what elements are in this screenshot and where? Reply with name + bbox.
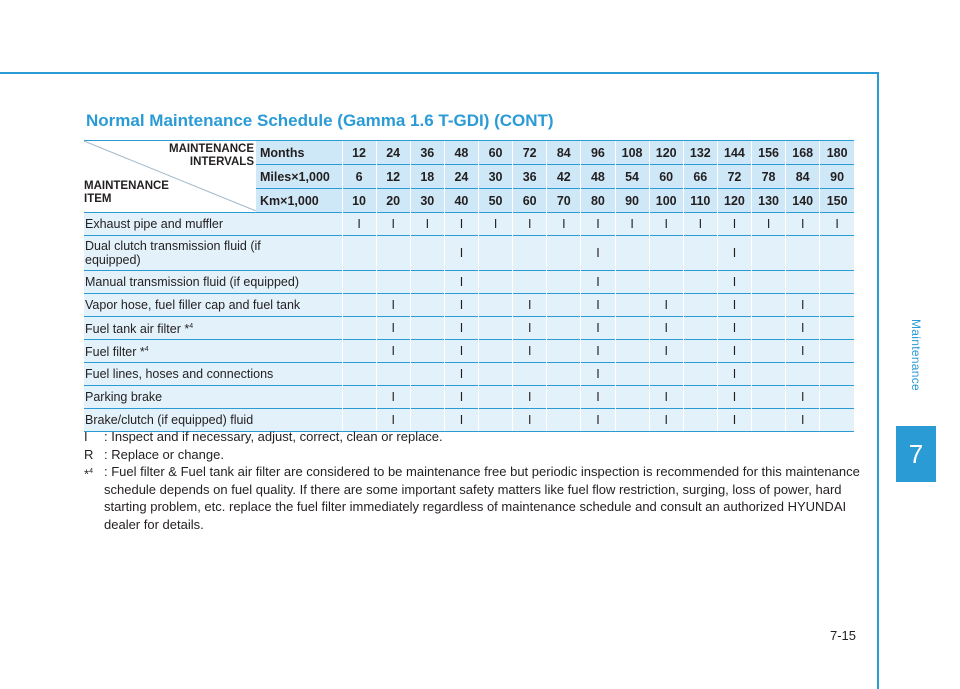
schedule-cell	[342, 363, 376, 386]
schedule-cell: I	[581, 409, 615, 432]
schedule-cell	[786, 271, 820, 294]
item-name-text: Fuel lines, hoses and connections	[85, 367, 274, 381]
schedule-cell: I	[410, 213, 444, 236]
schedule-cell	[752, 340, 786, 363]
interval-value: 60	[479, 141, 513, 165]
table-row	[84, 340, 854, 363]
schedule-cell	[752, 317, 786, 340]
interval-header-row	[84, 141, 854, 165]
table-row	[84, 294, 854, 317]
schedule-cell	[479, 236, 513, 271]
interval-value: 72	[513, 141, 547, 165]
maintenance-item-name	[84, 213, 342, 236]
schedule-cell: I	[581, 363, 615, 386]
schedule-cell	[547, 236, 581, 271]
schedule-cell: I	[786, 294, 820, 317]
interval-value: 66	[683, 165, 717, 189]
schedule-cell: I	[513, 409, 547, 432]
schedule-cell	[820, 271, 854, 294]
schedule-cell: I	[376, 317, 410, 340]
schedule-cell: I	[649, 317, 683, 340]
interval-value: 90	[820, 165, 854, 189]
schedule-cell: I	[649, 386, 683, 409]
interval-value: 12	[342, 141, 376, 165]
item-name-text: Exhaust pipe and muffler	[85, 217, 224, 231]
table-corner-cell	[84, 141, 256, 213]
footnote-marker: 4	[189, 322, 194, 330]
interval-unit-label: Months	[256, 141, 342, 165]
interval-value: 36	[513, 165, 547, 189]
corner-item-label: MAINTENANCE ITEM	[84, 180, 169, 205]
interval-value: 42	[547, 165, 581, 189]
schedule-cell	[342, 271, 376, 294]
schedule-cell	[479, 271, 513, 294]
schedule-cell	[820, 340, 854, 363]
schedule-cell	[615, 294, 649, 317]
schedule-cell: I	[683, 213, 717, 236]
schedule-cell: I	[649, 409, 683, 432]
schedule-cell	[683, 363, 717, 386]
maintenance-schedule-table	[84, 140, 854, 432]
schedule-cell: I	[649, 294, 683, 317]
schedule-cell	[615, 363, 649, 386]
item-name-text: Manual transmission fluid (if equipped)	[85, 275, 299, 289]
schedule-cell	[342, 386, 376, 409]
schedule-cell: I	[581, 236, 615, 271]
interval-value: 140	[786, 189, 820, 213]
note-key-symbol: *	[84, 466, 90, 482]
schedule-cell: I	[786, 317, 820, 340]
schedule-cell	[683, 294, 717, 317]
schedule-cell	[820, 294, 854, 317]
schedule-cell	[547, 340, 581, 363]
schedule-cell	[513, 271, 547, 294]
schedule-cell	[479, 294, 513, 317]
schedule-cell: I	[513, 317, 547, 340]
schedule-cell: I	[820, 213, 854, 236]
interval-value: 120	[649, 141, 683, 165]
top-rule	[0, 72, 877, 74]
schedule-cell	[752, 294, 786, 317]
schedule-cell	[820, 236, 854, 271]
schedule-cell: I	[376, 409, 410, 432]
schedule-cell	[376, 236, 410, 271]
schedule-cell: I	[513, 294, 547, 317]
interval-value: 96	[581, 141, 615, 165]
interval-value: 24	[444, 165, 478, 189]
schedule-cell: I	[444, 386, 478, 409]
section-tab-label: Maintenance	[909, 318, 923, 391]
schedule-cell	[410, 340, 444, 363]
schedule-cell	[376, 271, 410, 294]
schedule-cell	[649, 236, 683, 271]
schedule-cell	[547, 363, 581, 386]
side-rule	[877, 72, 879, 689]
schedule-cell	[683, 340, 717, 363]
interval-value: 150	[820, 189, 854, 213]
interval-value: 72	[717, 165, 751, 189]
maintenance-item-name	[84, 386, 342, 409]
interval-value: 60	[649, 165, 683, 189]
schedule-cell	[615, 236, 649, 271]
schedule-cell: I	[786, 386, 820, 409]
schedule-cell: I	[717, 340, 751, 363]
schedule-cell	[820, 317, 854, 340]
schedule-cell	[410, 271, 444, 294]
item-name-text: Fuel tank air filter *	[85, 322, 190, 337]
schedule-cell: I	[752, 213, 786, 236]
schedule-cell	[547, 386, 581, 409]
schedule-cell: I	[717, 386, 751, 409]
schedule-cell	[410, 386, 444, 409]
schedule-cell: I	[376, 340, 410, 363]
schedule-cell	[410, 317, 444, 340]
schedule-cell: I	[649, 213, 683, 236]
schedule-cell: I	[581, 340, 615, 363]
interval-value: 20	[376, 189, 410, 213]
schedule-cell: I	[717, 363, 751, 386]
schedule-cell: I	[444, 340, 478, 363]
schedule-cell	[376, 363, 410, 386]
schedule-cell: I	[376, 386, 410, 409]
note-key	[84, 446, 104, 464]
schedule-cell: I	[513, 386, 547, 409]
interval-value: 90	[615, 189, 649, 213]
schedule-cell	[410, 236, 444, 271]
schedule-cell	[342, 340, 376, 363]
schedule-cell: I	[479, 213, 513, 236]
schedule-cell: I	[444, 213, 478, 236]
schedule-cell	[786, 236, 820, 271]
interval-value: 84	[547, 141, 581, 165]
note-key-symbol: I	[84, 429, 88, 444]
schedule-cell: I	[786, 340, 820, 363]
maintenance-item-name	[84, 317, 342, 340]
schedule-cell	[342, 317, 376, 340]
interval-value: 50	[479, 189, 513, 213]
schedule-cell	[410, 363, 444, 386]
note-key	[84, 428, 104, 446]
schedule-cell	[479, 363, 513, 386]
schedule-cell: I	[513, 213, 547, 236]
schedule-cell: I	[581, 317, 615, 340]
schedule-cell	[683, 236, 717, 271]
interval-value: 36	[410, 141, 444, 165]
schedule-cell: I	[717, 317, 751, 340]
maintenance-item-name	[84, 236, 342, 271]
schedule-cell	[649, 271, 683, 294]
schedule-cell	[342, 236, 376, 271]
interval-value: 132	[683, 141, 717, 165]
item-name-text: Parking brake	[85, 390, 163, 404]
interval-value: 10	[342, 189, 376, 213]
schedule-cell: I	[581, 213, 615, 236]
maintenance-item-name	[84, 271, 342, 294]
page-title: Normal Maintenance Schedule (Gamma 1.6 T-GDI) (CONT)	[86, 111, 554, 130]
schedule-cell	[683, 317, 717, 340]
interval-value: 70	[547, 189, 581, 213]
schedule-cell: I	[444, 363, 478, 386]
interval-value: 18	[410, 165, 444, 189]
schedule-cell: I	[444, 409, 478, 432]
maintenance-item-name	[84, 363, 342, 386]
schedule-cell: I	[444, 236, 478, 271]
maintenance-item-name	[84, 340, 342, 363]
schedule-cell: I	[444, 294, 478, 317]
schedule-cell	[479, 386, 513, 409]
schedule-cell	[615, 271, 649, 294]
chapter-number-badge: 7	[896, 426, 936, 482]
note-key-sup: 4	[89, 468, 93, 475]
interval-value: 24	[376, 141, 410, 165]
corner-intervals-label: MAINTENANCE INTERVALS	[169, 143, 254, 168]
schedule-cell: I	[786, 213, 820, 236]
schedule-cell	[752, 363, 786, 386]
schedule-cell	[615, 317, 649, 340]
schedule-cell: I	[717, 236, 751, 271]
schedule-cell	[683, 271, 717, 294]
interval-value: 80	[581, 189, 615, 213]
schedule-cell	[752, 271, 786, 294]
section-tab	[891, 300, 941, 410]
interval-value: 12	[376, 165, 410, 189]
schedule-cell: I	[513, 340, 547, 363]
table-row	[84, 236, 854, 271]
interval-unit-label: Km×1,000	[256, 189, 342, 213]
table-row	[84, 271, 854, 294]
table-row	[84, 317, 854, 340]
schedule-cell	[820, 363, 854, 386]
schedule-cell: I	[717, 271, 751, 294]
interval-value: 130	[752, 189, 786, 213]
schedule-cell: I	[376, 213, 410, 236]
schedule-cell	[752, 386, 786, 409]
interval-value: 180	[820, 141, 854, 165]
item-name-text: Vapor hose, fuel filler cap and fuel tank	[85, 298, 301, 312]
item-name-text: Fuel filter *	[85, 345, 145, 360]
interval-value: 100	[649, 189, 683, 213]
schedule-cell: I	[717, 213, 751, 236]
schedule-cell: I	[444, 271, 478, 294]
interval-value: 30	[410, 189, 444, 213]
note-text: : Replace or change.	[104, 446, 224, 462]
note-key	[84, 463, 104, 533]
interval-unit-label: Miles×1,000	[256, 165, 342, 189]
interval-value: 156	[752, 141, 786, 165]
schedule-cell: I	[717, 294, 751, 317]
note-key-symbol: R	[84, 446, 94, 462]
interval-value: 48	[444, 141, 478, 165]
schedule-cell: I	[342, 213, 376, 236]
table-row	[84, 363, 854, 386]
table-row	[84, 213, 854, 236]
note-item	[84, 428, 880, 446]
interval-value: 108	[615, 141, 649, 165]
schedule-cell: I	[581, 294, 615, 317]
interval-value: 168	[786, 141, 820, 165]
page-number: 7-15	[830, 628, 857, 643]
note-item	[84, 446, 880, 464]
schedule-cell	[342, 294, 376, 317]
schedule-cell	[649, 363, 683, 386]
schedule-cell	[410, 294, 444, 317]
interval-value: 30	[479, 165, 513, 189]
item-name-text: Dual clutch transmission fluid (if equipped)	[85, 239, 261, 267]
schedule-cell	[820, 386, 854, 409]
interval-value: 144	[717, 141, 751, 165]
interval-value: 120	[717, 189, 751, 213]
schedule-cell	[615, 386, 649, 409]
note-item	[84, 463, 880, 533]
schedule-cell: I	[649, 340, 683, 363]
schedule-cell: I	[376, 294, 410, 317]
schedule-cell: I	[615, 213, 649, 236]
interval-value: 40	[444, 189, 478, 213]
schedule-cell	[615, 340, 649, 363]
schedule-cell	[479, 317, 513, 340]
schedule-cell	[683, 386, 717, 409]
interval-value: 110	[683, 189, 717, 213]
schedule-cell: I	[786, 409, 820, 432]
schedule-cell	[786, 363, 820, 386]
maintenance-item-name	[84, 294, 342, 317]
interval-value: 84	[786, 165, 820, 189]
schedule-cell	[547, 271, 581, 294]
interval-value: 54	[615, 165, 649, 189]
schedule-cell: I	[581, 386, 615, 409]
item-name-text: Brake/clutch (if equipped) fluid	[85, 413, 254, 427]
note-text: : Inspect and if necessary, adjust, correct, clean or replace.	[104, 429, 443, 444]
note-text: : Fuel filter & Fuel tank air filter are considered to be maintenance free but periodic inspection is recommended for this maintenance schedule depends on fuel quality. If there are some important safety matters like fuel flow restriction, surging, loss of power, hard starting problem, etc. replace the fuel filter immediately regardless of maintenance schedule and consult an authorized HYUNDAI dealer for details.	[104, 464, 860, 532]
schedule-cell	[479, 340, 513, 363]
interval-value: 60	[513, 189, 547, 213]
schedule-cell	[513, 236, 547, 271]
schedule-cell: I	[717, 409, 751, 432]
table-row	[84, 386, 854, 409]
notes	[84, 428, 880, 533]
schedule-cell: I	[581, 271, 615, 294]
schedule-cell: I	[444, 317, 478, 340]
schedule-cell	[547, 294, 581, 317]
interval-value: 48	[581, 165, 615, 189]
schedule-cell	[752, 236, 786, 271]
schedule-cell: I	[547, 213, 581, 236]
footnote-marker: 4	[144, 345, 149, 353]
interval-value: 78	[752, 165, 786, 189]
interval-value: 6	[342, 165, 376, 189]
schedule-cell	[513, 363, 547, 386]
schedule-cell	[547, 317, 581, 340]
